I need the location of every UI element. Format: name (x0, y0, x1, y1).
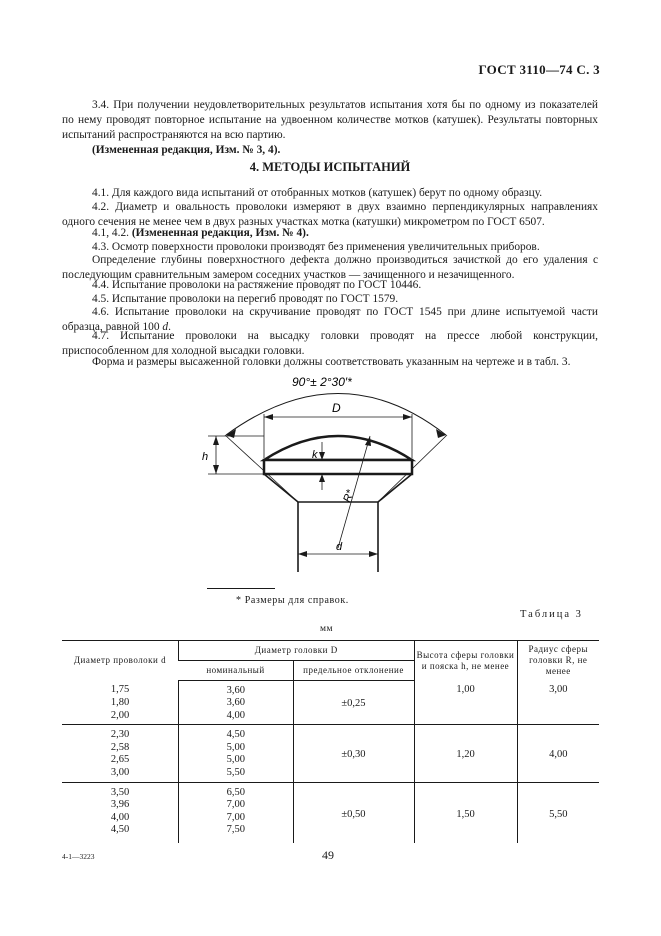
cell-wire-d: 1,75 (110, 684, 130, 695)
cell-deviation: ±0,50 (293, 782, 414, 843)
table-row (62, 725, 599, 742)
paragraph-4-2: 4.2. Диаметр и овальность проволоки измеряют в двух взаимно перпендикулярных направлениях одного сечения не менее чем в двух разных участках мотка (катушки) микрометром по ГОСТ 6507. (62, 201, 598, 228)
section-title: 4. МЕТОДЫ ИСПЫТАНИЙ (249, 160, 411, 174)
header-sphere-radius: Радиус сферы головки R, не менее (517, 641, 599, 681)
paragraph-4-5: 4.5. Испытание проволоки на перегиб проводят по ГОСТ 1579. (92, 293, 399, 305)
radius-R-label: R* (341, 488, 357, 505)
cell-head-D: 7,00 (179, 812, 294, 825)
paragraph-end: . (168, 321, 171, 333)
cell-radius: 3,00 (517, 680, 599, 725)
dimension-d-label: d (336, 541, 343, 553)
header-nominal: номинальный (179, 660, 294, 680)
page-number: 49 (322, 848, 334, 862)
table-row (62, 680, 599, 697)
paragraph-4-3: 4.3. Осмотр поверхности проволоки производят без применения увеличительных приборов. (92, 241, 540, 253)
upset-head-drawing (180, 362, 470, 582)
cell-head-D: 3,60 (179, 697, 294, 710)
cell-radius: 5,50 (517, 782, 599, 843)
amendment-note: (Измененная редакция, Изм. № 3, 4). (92, 144, 281, 156)
paragraph-4-3-defect: Определение глубины поверхностного дефекта должно производиться зачисткой до его удаления с последующим сравнительным замером соседних участков — зачищенного и незачищенного. (62, 254, 598, 281)
paragraph-4-1: 4.1. Для каждого вида испытаний от отобранных мотков (катушек) берут по одному образцу. (92, 187, 543, 199)
cell-wire-d: 3,00 (110, 767, 130, 779)
header-deviation: предельное отклонение (293, 660, 414, 680)
table-row (62, 782, 599, 799)
cell-wire-d: 4,00 (110, 811, 130, 823)
paragraph-4-7-form: Форма и размеры высаженной головки должны соответствовать указанным на чертеже и в табл. 3. (92, 356, 571, 368)
paragraph-3-4-amendment (62, 143, 598, 158)
cell-height: 1,50 (414, 782, 517, 843)
footnote: * Размеры для справок. (236, 595, 349, 606)
header-sphere-height: Высота сферы головки и пояска h, не менее (414, 641, 517, 681)
cell-wire-d: 2,58 (110, 741, 130, 753)
dimension-D-label: D (332, 401, 341, 415)
cell-head-D: 5,50 (179, 767, 294, 782)
cell-wire-d: 2,65 (110, 754, 130, 766)
cell-head-D: 4,00 (179, 710, 294, 725)
cell-radius: 4,00 (517, 725, 599, 782)
cell-head-D: 5,00 (179, 754, 294, 767)
paragraph-prefix: 4.1, 4.2. (92, 227, 132, 239)
amendment-note: (Измененная редакция, Изм. № 4). (131, 227, 309, 239)
cell-head-D: 4,50 (179, 725, 294, 742)
footnote-rule (207, 588, 275, 589)
variable-d: d (162, 321, 169, 333)
cell-head-D: 7,50 (179, 824, 294, 843)
paragraph-3-4 (62, 98, 598, 143)
angle-label: 90°± 2°30′* (292, 375, 352, 389)
table-units: мм (320, 624, 334, 634)
paragraph-4-7: 4.7. Испытание проволоки на высадку головки проводят на прессе любой конструкции, приспособленном для холодной высадки головки. (62, 330, 598, 357)
cell-deviation: ±0,25 (293, 680, 414, 725)
cell-height: 1,00 (414, 680, 517, 725)
dimension-h-label: h (202, 451, 209, 463)
cell-deviation: ±0,30 (293, 725, 414, 782)
table-3 (62, 640, 599, 843)
paragraph-3-4-text: 3.4. При получении неудовлетворительных результатов испытания хотя бы по одному из показателей по нему проводят повторное испытание на удвоенном количестве мотков (катушек). Результаты повторных испытаний распространяются на всю партию. (62, 99, 598, 141)
footer-print-code: 4-1—3223 (62, 852, 95, 861)
cell-wire-d: 2,00 (110, 709, 130, 721)
table-caption: Таблица 3 (520, 609, 583, 620)
cell-wire-d: 1,80 (110, 697, 130, 709)
cell-height: 1,20 (414, 725, 517, 782)
dimension-k-label: k (312, 449, 318, 461)
cell-wire-d: 3,50 (62, 782, 179, 799)
cell-head-D: 6,50 (179, 782, 294, 799)
cell-wire-d: 3,96 (110, 799, 130, 811)
page-header: ГОСТ 3110—74 С. 3 (478, 62, 600, 77)
cell-wire-d: 2,30 (62, 725, 179, 742)
cell-head-D: 5,00 (179, 742, 294, 755)
paragraph-4-6-text: 4.6. Испытание проволоки на скручивание проводят по ГОСТ 1545 при длине испытуемой части образца, равной 100 (62, 306, 598, 333)
paragraph-4-1-4-2 (62, 226, 598, 241)
header-wire-diameter: Диаметр проволоки d (62, 641, 179, 681)
cell-head-D: 3,60 (179, 680, 294, 697)
paragraph-4-4: 4.4. Испытание проволоки на растяжение проводят по ГОСТ 10446. (92, 279, 422, 291)
cell-wire-d: 4,50 (110, 824, 130, 836)
cell-head-D: 7,00 (179, 799, 294, 812)
header-head-diameter: Диаметр головки D (179, 641, 415, 661)
